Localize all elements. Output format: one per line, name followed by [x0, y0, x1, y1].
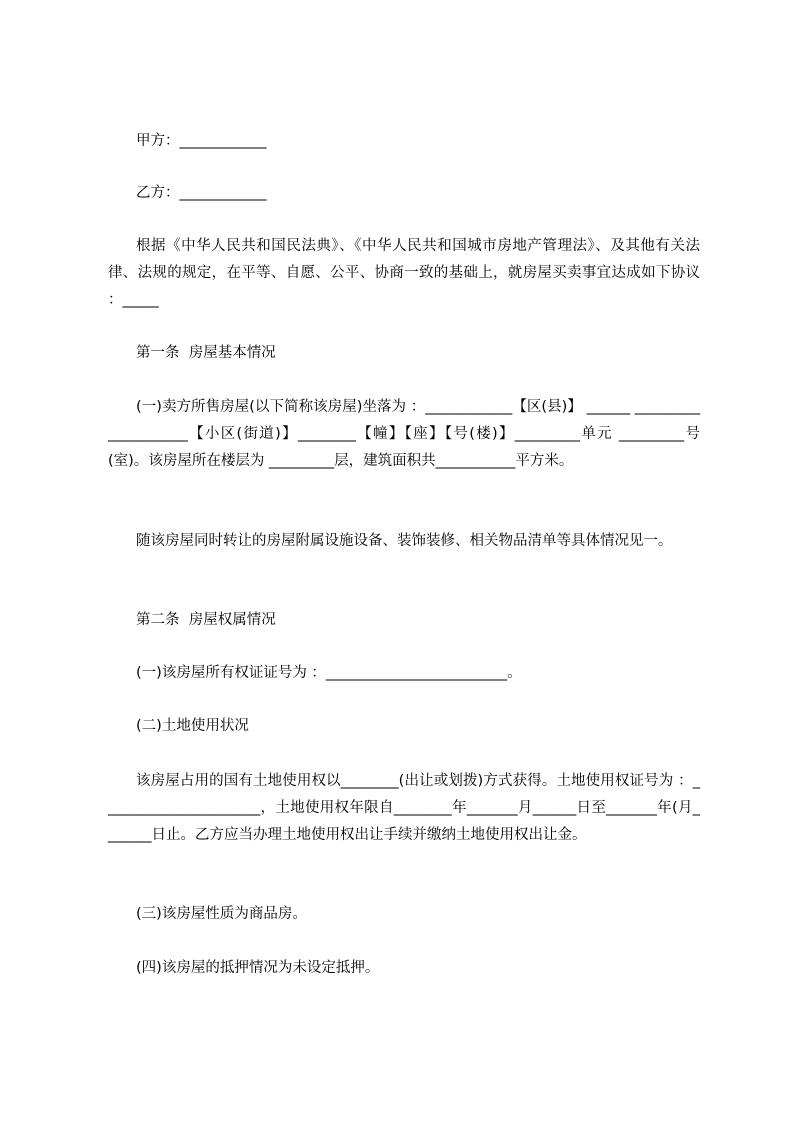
preamble-paragraph: 根据《中华人民共和国民法典》、《中华人民共和国城市房地产管理法》、及其他有关法律、法规的规定，在平等、自愿、公平、协商一致的基础上，就房屋买卖事宜达成如下协议 ：_____: [108, 238, 705, 308]
party-b-line: 乙方：____________: [136, 185, 267, 201]
article-2-item-1: (一)该房屋所有权证证号为 ：_________________________。: [136, 665, 522, 681]
article-1-title: 第一条 房屋基本情况: [136, 345, 276, 361]
article-2-item-2: (二)土地使用状况: [136, 718, 249, 734]
article-2-land-paragraph: 该房屋占用的国有土地使用权以________(出让或划拨)方式获得。土地使用权证号为 ：______________________，土地使用权年限自________年_______月______日至_______年(月_______日止。乙方应当办理土地使用权出让手续并缴纳土地使用权出让金。: [108, 773, 700, 843]
article-1-paragraph-2: 随该房屋同时转让的房屋附属设施设备、装饰装修、相关物品清单等具体情况见一。: [136, 533, 673, 549]
party-a-line: 甲方：____________: [136, 133, 267, 149]
article-2-item-3: (三)该房屋性质为商品房。: [136, 906, 307, 922]
article-2-item-4: (四)该房屋的抵押情况为未设定抵押。: [136, 960, 380, 976]
article-1-item-1: (一)卖方所售房屋(以下简称该房屋)坐落为 ：____________【区(县)】 ______ ____________________【小区(街道)】________【幢】【座】【号(楼)】_________单元 _________号(室)。该房屋所在楼层为 _________层，建筑面积共___________平方米。: [108, 399, 700, 469]
article-2-title: 第二条 房屋权属情况: [136, 612, 276, 628]
